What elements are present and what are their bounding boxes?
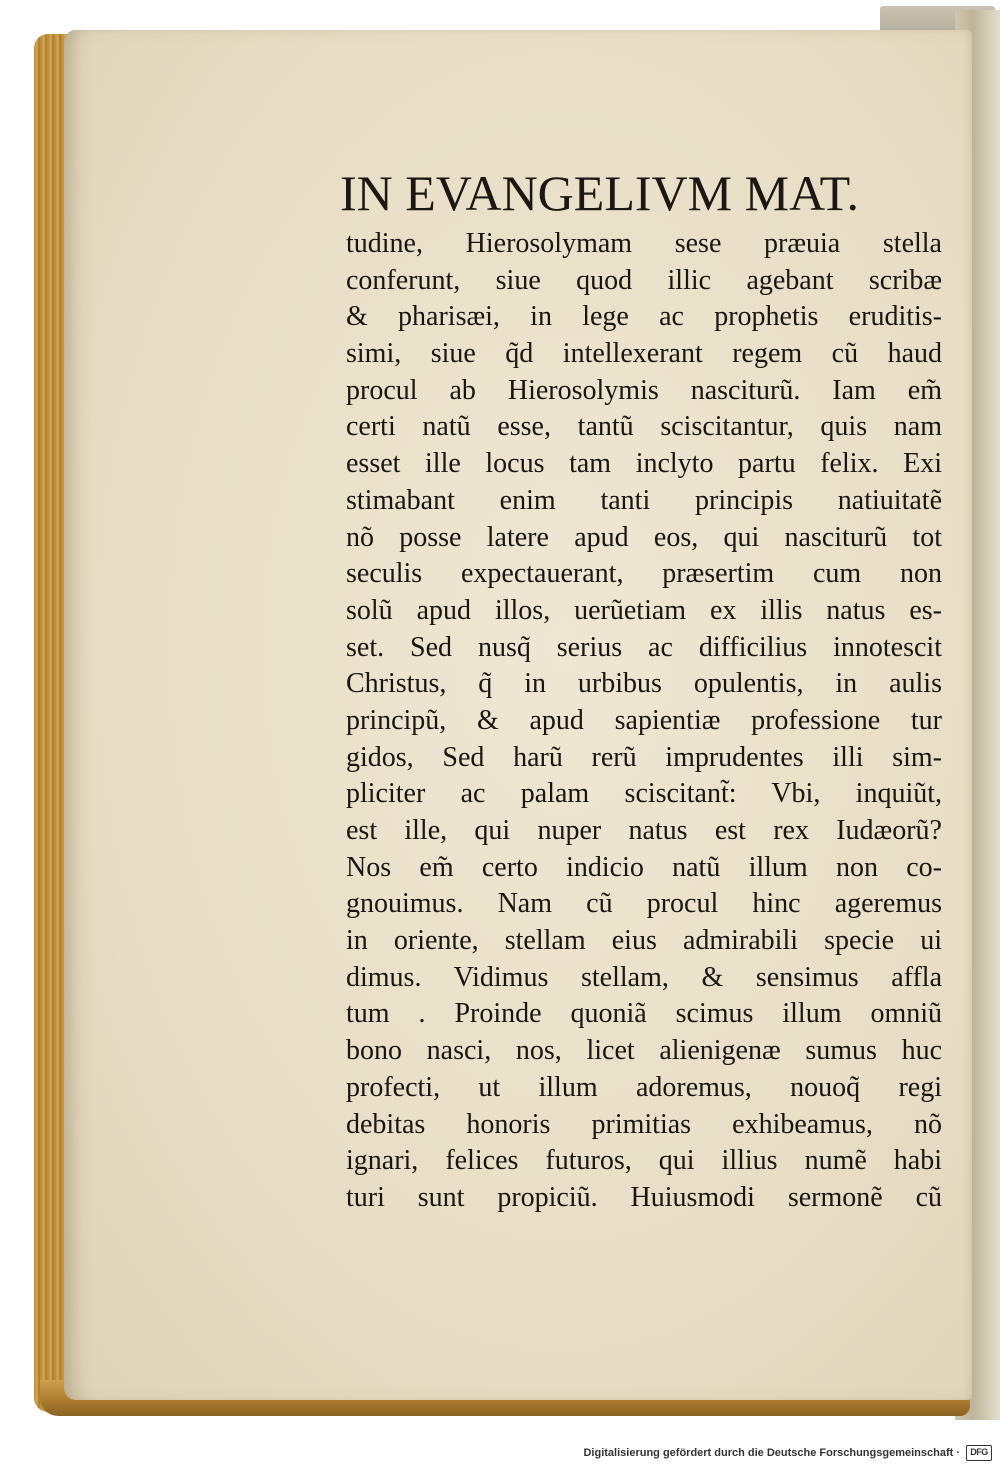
text-line: Christus, q̃ in urbibus opulentis, in aulis — [346, 668, 942, 700]
text-line: profecti, ut illum adoremus, nouoq̃ regi — [346, 1071, 942, 1103]
text-line: simi, siue q̃d intellexerant regem cũ haud — [346, 338, 942, 370]
text-line: gnouimus. Nam cũ procul hinc ageremus — [346, 888, 942, 920]
text-line: conferunt, siue quod illic agebant scribæ — [346, 264, 942, 296]
text-line: Nos em̃ certo indicio natũ illum non co‑ — [346, 851, 942, 883]
text-line: solũ apud illos, uerũetiam ex illis natus es‑ — [346, 594, 942, 626]
text-line: stimabant enim tanti principis natiuitatẽ — [346, 484, 942, 516]
text-line: dimus. Vidimus stellam, & sensimus affla — [346, 961, 942, 993]
text-line: gidos, Sed harũ rerũ imprudentes illi sim‑ — [346, 741, 942, 773]
text-line: nõ posse latere apud eos, qui nasciturũ tot — [346, 521, 942, 553]
text-line: set. Sed nusq̃ serius ac difficilius innotescit — [346, 631, 942, 663]
text-line: bono nasci, nos, licet alienigenæ sumus huc — [346, 1035, 942, 1067]
text-line: seculis expectauerant, præsertim cum non — [346, 558, 942, 590]
text-line: procul ab Hierosolymis nasciturũ. Iam em̃ — [346, 374, 942, 406]
running-head: IN EVANGELIVM MAT. — [340, 165, 859, 221]
dfg-logo: DFG — [966, 1445, 992, 1461]
text-line: tum . Proinde quoniã scimus illum omniũ — [346, 998, 942, 1030]
funding-credit: Digitalisierung gefördert durch die Deutsche Forschungsgemeinschaft · — [583, 1447, 960, 1459]
text-block — [346, 226, 942, 1217]
text-line: in oriente, stellam eius admirabili specie ui — [346, 925, 942, 957]
text-line: esset ille locus tam inclyto partu felix. Exi — [346, 448, 942, 480]
text-line: pliciter ac palam sciscitant̃: Vbi, inquiũt, — [346, 778, 942, 810]
text-line: & pharisæi, in lege ac prophetis eruditis‑ — [346, 301, 942, 333]
text-line: tudine, Hierosolymam sese præuia stella — [346, 228, 942, 259]
text-line: ignari, felices futuros, qui illius numẽ habi — [346, 1145, 942, 1177]
text-line: turi sunt propiciũ. Huiusmodi sermonẽ cũ — [346, 1181, 942, 1213]
text-line: certi natũ esse, tantũ sciscitantur, quis nam — [346, 411, 942, 443]
text-line: est ille, qui nuper natus est rex Iudæorũ? — [346, 815, 942, 846]
text-line: principũ, & apud sapientiæ professione tur — [346, 704, 942, 736]
text-line: debitas honoris primitias exhibeamus, nõ — [346, 1108, 942, 1140]
